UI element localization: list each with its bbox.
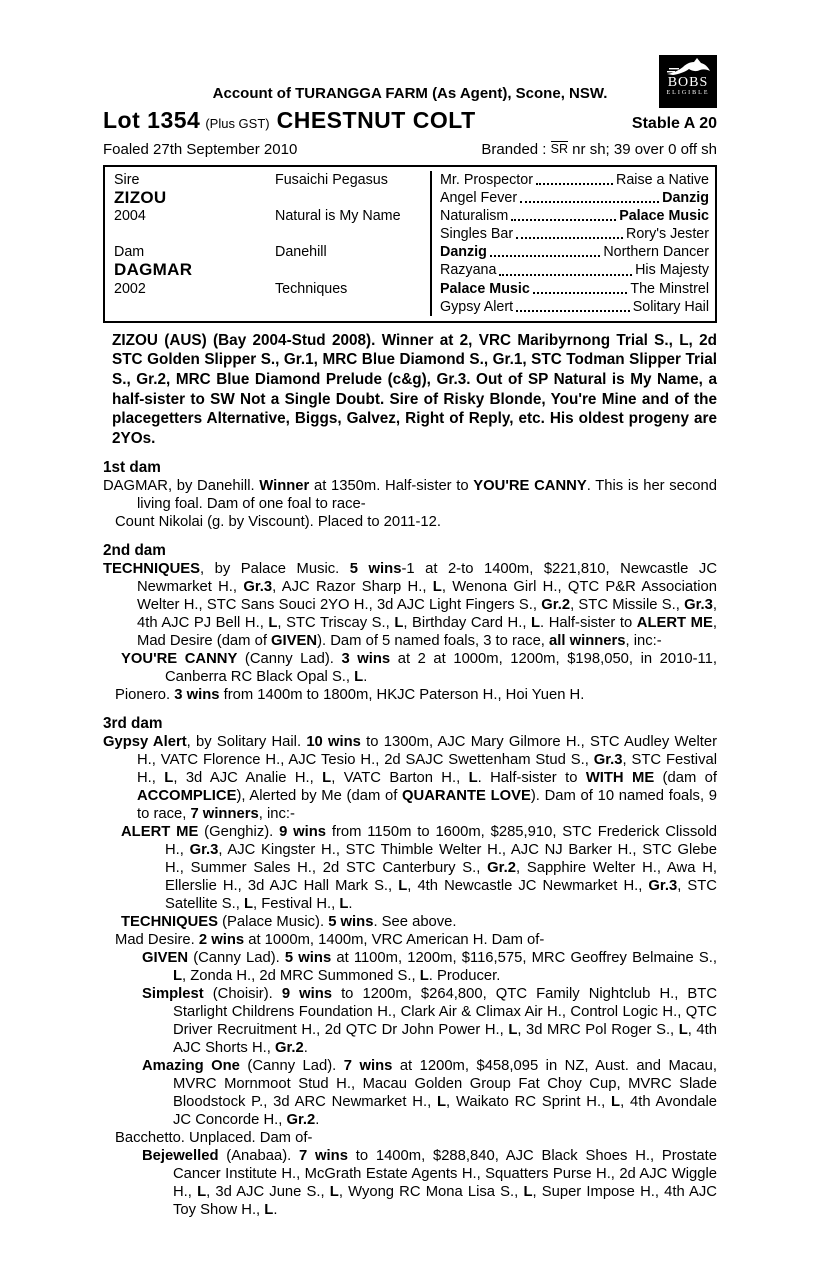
para-mad-desire: Mad Desire. 2 wins at 1000m, 1400m, VRC American H. Dam of- (115, 932, 545, 949)
bobs-logo-subtext: ELIGIBLE (666, 90, 710, 96)
dot-leader (508, 207, 619, 225)
para-gypsy-alert: Gypsy Alert, by Solitary Hail. 10 wins to 1300m, AJC Mary Gilmore H., STC Audley Welter H., VATC Florence H., AJC Tesio H., 2d SAJC Swettenham Stud S., Gr.3, STC Festival H., L, 3d AJC Analie H., L, VATC Barton H., L. Half-sister to WITH ME (dam of ACCOMPLICE), Alerted by Me (dam of QUARANTE LOVE). Dam of 10 named foals, 9 to race, 7 winners, inc:- (103, 734, 718, 823)
bobs-eligible-logo (659, 55, 717, 108)
pedigree-gen3-row (440, 298, 709, 316)
pedigree-gen3-row (440, 243, 709, 261)
gen3-left-name: Singles Bar (440, 226, 514, 243)
lot-title-line (103, 107, 717, 134)
para-techniques-ref: TECHNIQUES (Palace Music). 5 wins. See above. (121, 914, 457, 931)
gen3-right-name: Rory's Jester (626, 226, 709, 243)
sire-name: ZIZOU (114, 188, 167, 208)
pedigree-table (103, 165, 717, 323)
foaled-date: Foaled 27th September 2010 (103, 141, 298, 158)
sire-blurb: ZIZOU (AUS) (Bay 2004-Stud 2008). Winner at 2, VRC Maribyrnong Trial S., L, 2d STC Golden Slipper S., Gr.1, MRC Blue Diamond S., Gr.1, STC Todman Slipper Trial S., Gr.2, MRC Blue Diamond Prelude (c&g), Gr.3. Out of SP Natural is My Name, a half-sister to SW Not a Single Doubt. Sire of Risky Blonde, You're Mine and of the placegetters Alternative, Biggs, Galvez, Right of Reply, etc. His oldest progeny are 2YOs. (112, 331, 717, 447)
dam-name: DAGMAR (114, 260, 193, 280)
dot-leader (513, 298, 633, 316)
dot-leader (530, 280, 631, 298)
stable-badge: Stable A 20 (631, 115, 717, 132)
gen3-left-name: Naturalism (440, 208, 509, 225)
pedigree-gen3-row (440, 225, 709, 243)
dot-leader (513, 225, 626, 243)
heading-1st-dam: 1st dam (103, 459, 161, 477)
gen3-left-name: Palace Music (440, 280, 530, 297)
pedigree-gen3-row (440, 189, 709, 207)
pedigree-col-grandparents (275, 171, 430, 316)
brand-mark: SR (550, 142, 569, 156)
pedigree-gen3-row (440, 207, 709, 225)
brand-info (481, 141, 717, 158)
para-youre-canny: YOU'RE CANNY (Canny Lad). 3 wins at 2 at 1000m, 1200m, $198,050, in 2010-11, Canberra RC Black Opal S., L. (121, 651, 717, 686)
para-dagmar: DAGMAR, by Danehill. Winner at 1350m. Half-sister to YOU'RE CANNY. This is her second living foal. Dam of one foal to race- (103, 478, 717, 513)
pedigree-col-gen3 (430, 171, 715, 316)
gen3-right-name: Raise a Native (616, 172, 709, 188)
para-pionero: Pionero. 3 wins from 1400m to 1800m, HKJC Paterson H., Hoi Yuen H. (115, 687, 585, 704)
sire-sire: Fusaichi Pegasus (275, 172, 388, 188)
dot-leader (533, 171, 616, 189)
dam-dam: Techniques (275, 280, 348, 297)
account-line: Account of TURANGGA FARM (As Agent), Scone, NSW. (212, 85, 608, 102)
dot-leader (517, 189, 662, 207)
heading-2nd-dam: 2nd dam (103, 542, 166, 560)
gen3-left-name: Danzig (440, 244, 487, 261)
branded-prefix: Branded : (481, 141, 551, 158)
para-techniques: TECHNIQUES, by Palace Music. 5 wins-1 at 2-to 1400m, $221,810, Newcastle JC Newmarket H., Gr.3, AJC Razor Sharp H., L, Wenona Girl H., QTC P&R Association Welter H., STC Sans Souci 2YO H., 3d AJC Light Fingers S., Gr.2, STC Missile S., Gr.3, 4th AJC PJ Bell H., L, STC Triscay S., L, Birthday Card H., L. Half-sister to ALERT ME, Mad Desire (dam of GIVEN). Dam of 5 named foals, 3 to race, all winners, inc:- (103, 561, 718, 650)
para-simplest: Simplest (Choisir). 9 wins to 1200m, $264,800, QTC Family Nightclub H., BTC Starlight Childrens Foundation H., Clark Air & Climax Air H., Control Logic H., QTC Driver Recruitment H., 2d QTC Dr John Power H., L, 3d MRC Pol Roger S., L, 4th AJC Shorts H., Gr.2. (142, 986, 718, 1057)
gen3-right-name: His Majesty (635, 262, 709, 279)
pedigree-gen3-row (440, 171, 709, 189)
dot-leader (487, 243, 603, 261)
pedigree-text-body (103, 331, 717, 1220)
gst-note: (Plus GST) (205, 116, 270, 131)
pedigree-gen3-row (440, 280, 709, 298)
gen3-left-name: Gypsy Alert (440, 298, 514, 315)
horse-head-icon (659, 58, 717, 76)
gen3-left-name: Mr. Prospector (440, 172, 533, 188)
foal-brand-line (103, 141, 717, 158)
para-count-nikolai: Count Nikolai (g. by Viscount). Placed to 2011-12. (115, 514, 441, 531)
catalogue-content (103, 55, 717, 1219)
para-given: GIVEN (Canny Lad). 5 wins at 1100m, 1200m, $116,575, MRC Geoffrey Belmaine S., L, Zonda H., 2d MRC Summoned S., L. Producer. (142, 950, 717, 985)
dam-sire: Danehill (275, 244, 327, 261)
gen3-right-name: Danzig (662, 190, 709, 207)
sire-year: 2004 (114, 208, 146, 225)
gen3-left-name: Angel Fever (440, 190, 518, 207)
dam-year: 2002 (114, 280, 146, 297)
dot-leader (496, 261, 635, 279)
pedigree-gen3-row (440, 261, 709, 279)
para-bejewelled: Bejewelled (Anabaa). 7 wins to 1400m, $288,840, AJC Black Shoes H., Prostate Cancer Institute H., McGrath Estate Agents H., Squatters Purse H., 2d AJC Wiggle H., L, 3d AJC June S., L, Wyong RC Mona Lisa S., L, Super Impose H., 4th AJC Toy Show H., L. (142, 1148, 717, 1219)
para-amazing-one: Amazing One (Canny Lad). 7 wins at 1200m, $458,095 in NZ, Aust. and Macau, MVRC Mornmoot Stud H., Macau Golden Group Fat Choy Cup, MVRC Slade Bloodstock P., 3d ARC Newmarket H., L, Waikato RC Sprint H., L, 4th Avondale JC Concorde H., Gr.2. (142, 1058, 717, 1129)
sire-dam: Natural is My Name (275, 208, 401, 225)
heading-3rd-dam: 3rd dam (103, 715, 163, 733)
dam-role-label: Dam (114, 244, 145, 261)
bobs-logo-text: BOBS (667, 75, 709, 90)
gen3-right-name: Northern Dancer (603, 244, 709, 261)
pedigree-col-parents (105, 171, 275, 316)
para-bacchetto: Bacchetto. Unplaced. Dam of- (115, 1130, 313, 1147)
para-alert-me: ALERT ME (Genghiz). 9 wins from 1150m to 1600m, $285,910, STC Frederick Clissold H., Gr.3, AJC Kingster H., STC Thimble Welter H., AJC NJ Barker H., STC Glebe H., Summer Sales H., 2d STC Canterbury S., Gr.2, Sapphire Welter H., Awa H, Ellerslie H., 3d AJC Hall Mark S., L, 4th Newcastle JC Newmarket H., Gr.3, STC Satellite S., L, Festival H., L. (121, 824, 717, 913)
sire-role-label: Sire (114, 172, 140, 188)
gen3-right-name: The Minstrel (630, 280, 709, 297)
gen3-right-name: Solitary Hail (632, 298, 709, 315)
gen3-left-name: Razyana (440, 262, 497, 279)
lot-number: Lot 1354 (103, 107, 201, 133)
gen3-right-name: Palace Music (619, 208, 709, 225)
branded-suffix: nr sh; 39 over 0 off sh (568, 141, 717, 158)
horse-title: CHESTNUT COLT (276, 107, 476, 133)
